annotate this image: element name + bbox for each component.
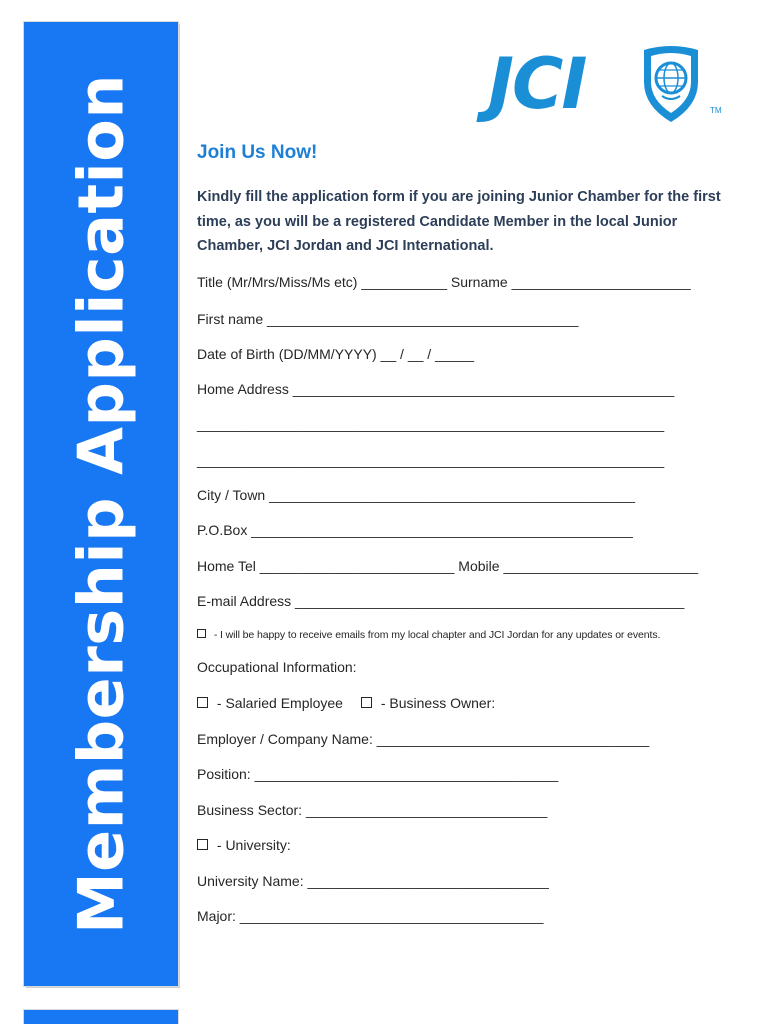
side-banner: [24, 22, 178, 986]
home-address-line-2[interactable]: ____________________________________________________________: [197, 416, 665, 432]
shield-globe-icon: [640, 44, 702, 124]
university-option[interactable]: [197, 835, 291, 855]
university-label: - University:: [213, 837, 291, 853]
home-address-field[interactable]: Home Address _________________________________________________: [197, 381, 675, 397]
email-field[interactable]: E-mail Address __________________________________________________: [197, 593, 685, 609]
email-consent-option[interactable]: [197, 625, 660, 645]
business-owner-label: - Business Owner:: [376, 695, 496, 711]
date-of-birth-field[interactable]: Date of Birth (DD/MM/YYYY) __ / __ / _____: [197, 346, 475, 362]
title-surname-field[interactable]: Title (Mr/Mrs/Miss/Ms etc) ___________ Surname _______________________: [197, 274, 691, 290]
major-field[interactable]: Major: _______________________________________: [197, 908, 544, 924]
business-sector-field[interactable]: Business Sector: _______________________________: [197, 802, 548, 818]
side-banner-next-page: [24, 1010, 178, 1024]
employer-field[interactable]: Employer / Company Name: ___________________________________: [197, 731, 650, 747]
po-box-field[interactable]: P.O.Box _________________________________________________: [197, 522, 633, 538]
banner-title: Membership Application: [64, 73, 138, 935]
position-field[interactable]: Position: _______________________________________: [197, 766, 559, 782]
intro-paragraph: Kindly fill the application form if you are joining Junior Chamber for the first time, as you will be a registered Candidate Member in the local Junior Chamber, JCI Jordan and JCI International.: [197, 189, 721, 254]
logo-text: JCI: [488, 43, 586, 125]
business-owner-checkbox[interactable]: [361, 697, 372, 708]
email-consent-checkbox[interactable]: [197, 629, 206, 638]
page-title: Join Us Now!: [197, 142, 318, 163]
university-name-field[interactable]: University Name: _______________________________: [197, 873, 549, 889]
phone-fields[interactable]: Home Tel _________________________ Mobile _________________________: [197, 558, 699, 574]
salaried-employee-checkbox[interactable]: [197, 697, 208, 708]
city-town-field[interactable]: City / Town _______________________________________________: [197, 487, 636, 503]
home-address-line-3[interactable]: ____________________________________________________________: [197, 452, 665, 468]
email-consent-label: - I will be happy to receive emails from my local chapter and JCI Jordan for any updates or events.: [211, 629, 661, 641]
logo-trademark: TM: [710, 106, 722, 115]
jci-logo: [488, 40, 728, 130]
salaried-employee-label: - Salaried Employee: [213, 695, 343, 711]
occupational-heading: Occupational Information:: [197, 659, 357, 675]
employment-type-options: [197, 693, 495, 713]
first-name-field[interactable]: First name ________________________________________: [197, 311, 579, 327]
university-checkbox[interactable]: [197, 839, 208, 850]
